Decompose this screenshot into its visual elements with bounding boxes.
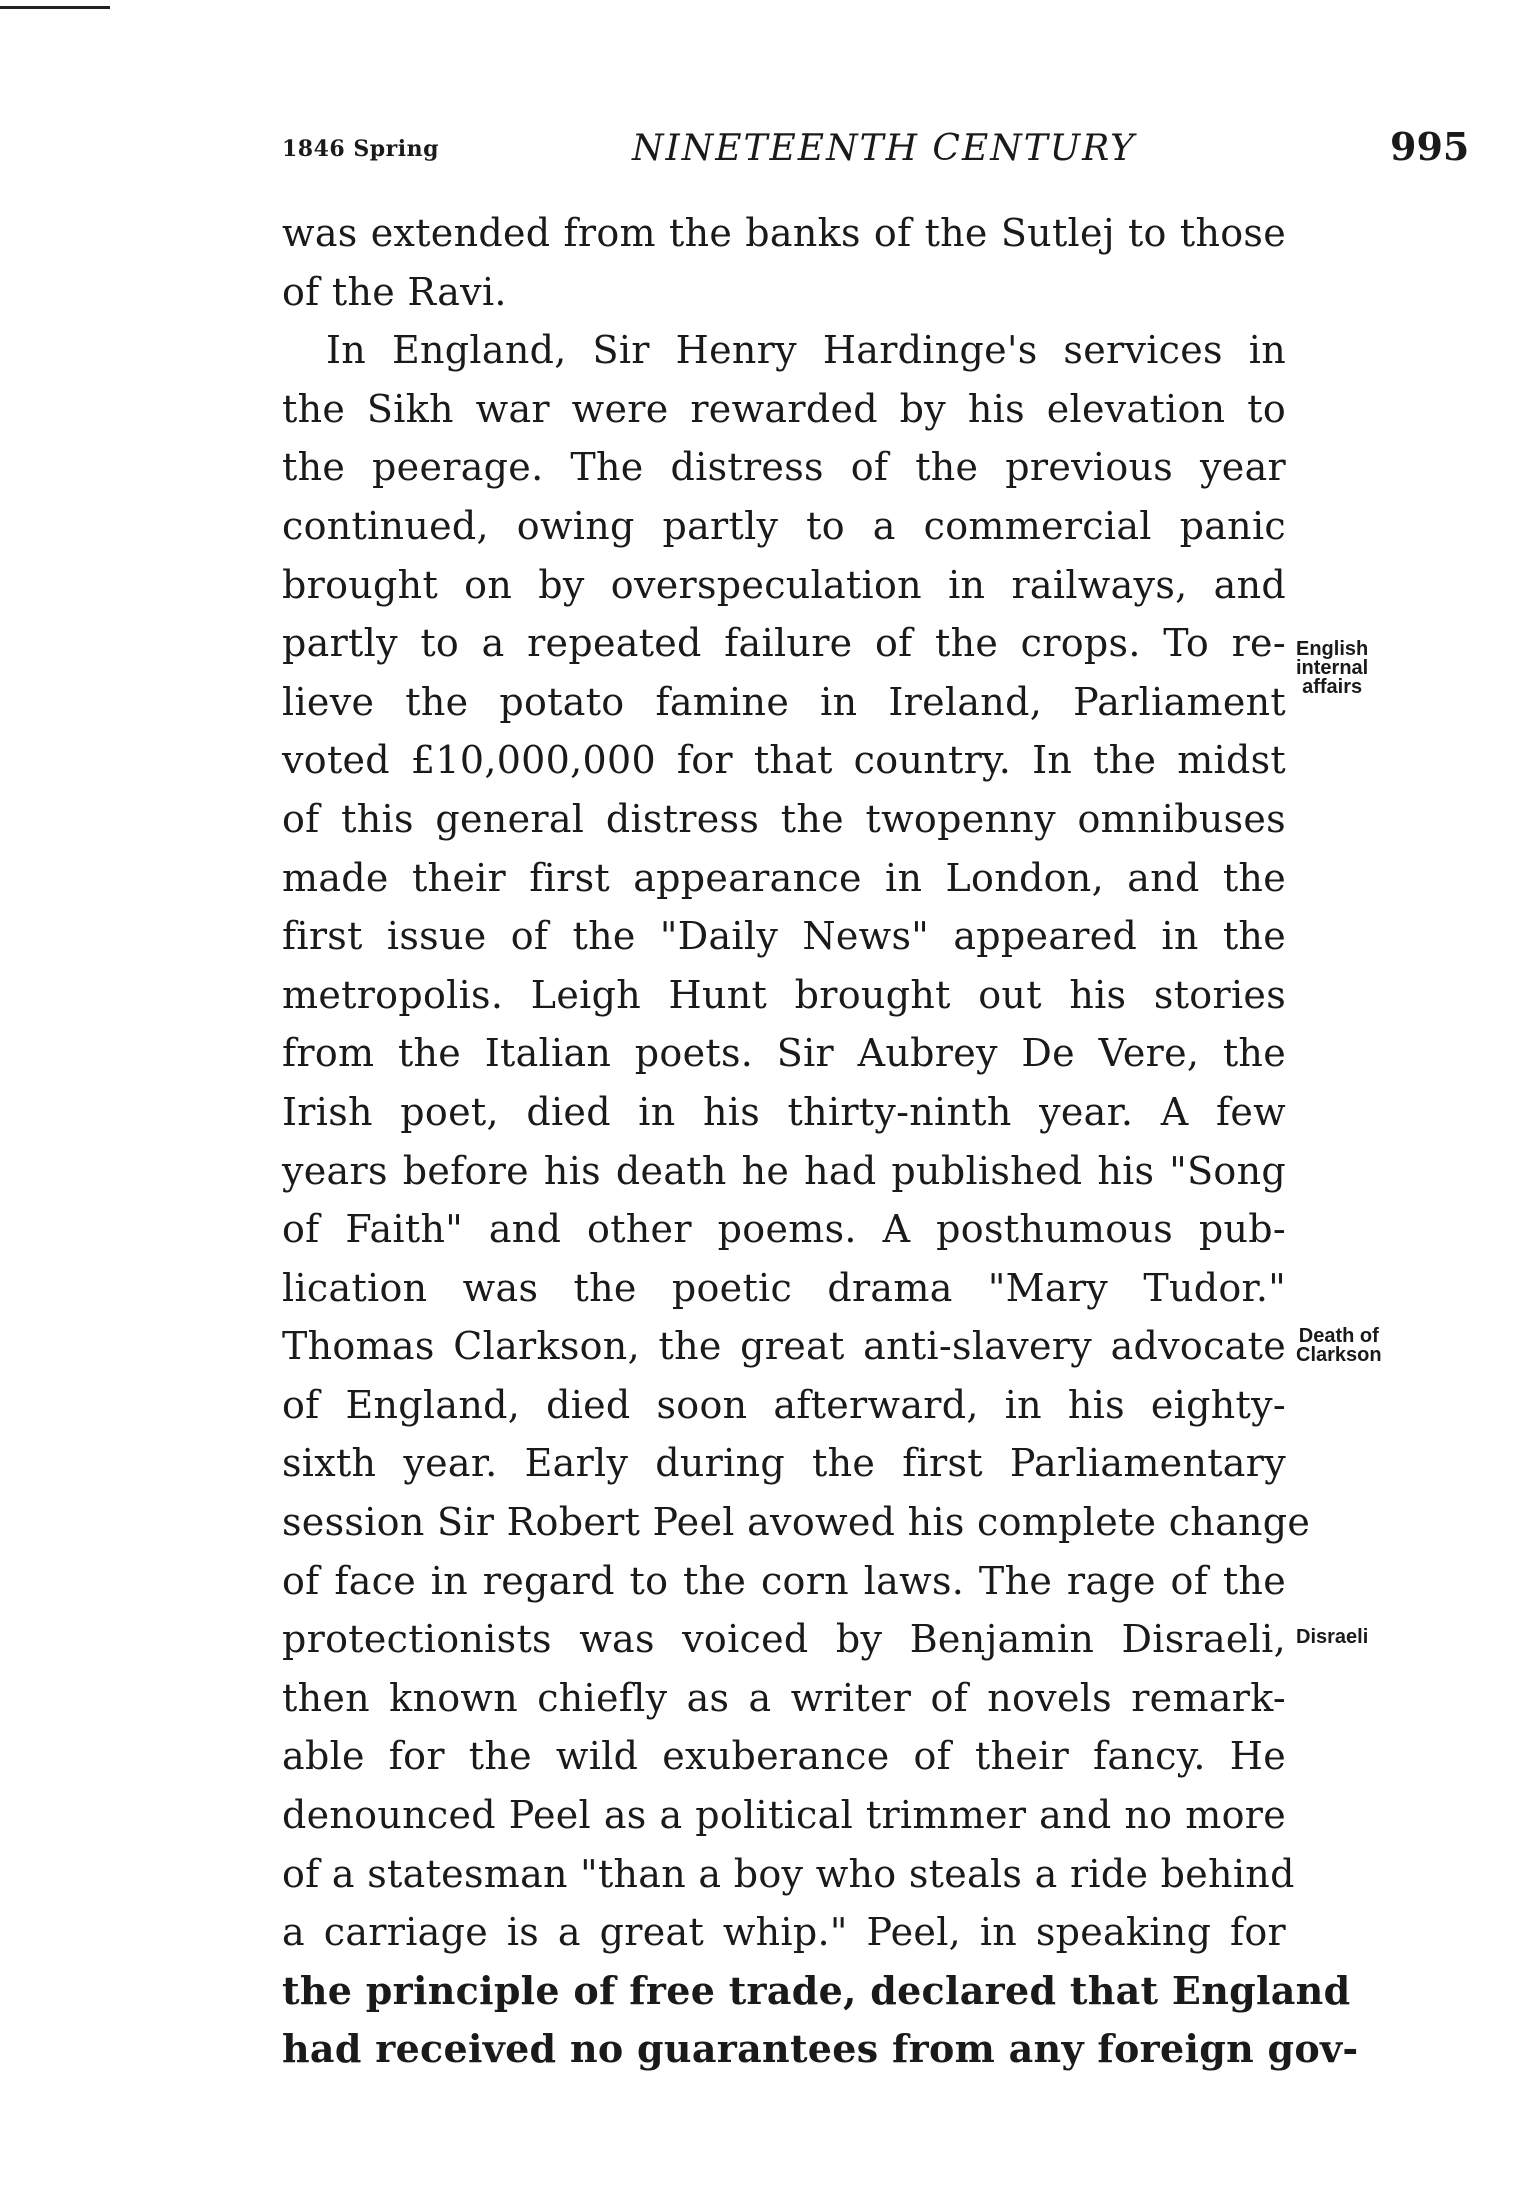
margin-note-disraeli: Disraeli [1296,1626,1369,1648]
text-line: of Faith" and other poems. A posthumous pub- [282,1207,1286,1252]
text-line: first issue of the "Daily News" appeared in the [282,914,1286,959]
page-number: 995 [1390,124,1470,169]
margin-note-line: English [1296,638,1369,660]
text-line: of England, died soon afterward, in his eighty- [282,1382,1286,1427]
text-line: protectionists was voiced by Benjamin Disraeli, [282,1617,1286,1662]
margin-note-line: internal [1296,657,1369,679]
text-line: sixth year. Early during the first Parliamentary [282,1441,1286,1486]
text-line: the peerage. The distress of the previous year [282,445,1286,490]
text-line: was extended from the banks of the Sutlej to those [282,211,1286,255]
top-rule [0,6,110,9]
text-line: Irish poet, died in his thirty-ninth year. A few [282,1089,1286,1134]
text-line: denounced Peel as a political trimmer and no more [282,1793,1286,1838]
margin-note-death-of-clarkson [1296,1327,1382,1365]
text-line: metropolis. Leigh Hunt brought out his stories [282,972,1286,1017]
text-line: years before his death he had published his "Song [282,1148,1286,1193]
text-line: lieve the potato famine in Ireland, Parliament [282,679,1286,724]
running-head-date: 1846 Spring [282,136,439,162]
text-line: from the Italian poets. Sir Aubrey De Vere, the [282,1031,1286,1076]
text-line: a carriage is a great whip." Peel, in speaking for [282,1910,1286,1955]
text-line: voted £10,000,000 for that country. In the midst [282,738,1286,783]
text-line: had received no guarantees from any foreign gov- [282,2026,1359,2072]
text-line: brought on by overspeculation in railways, and [282,562,1286,607]
text-line: session Sir Robert Peel avowed his complete change [282,1500,1311,1545]
margin-note-line: Death of [1298,1325,1379,1347]
margin-note-line: Clarkson [1296,1344,1382,1366]
text-line: lication was the poetic drama "Mary Tudor." [282,1265,1286,1310]
text-line: the principle of free trade, declared that England [282,1967,1351,2013]
running-head-title: NINETEENTH CENTURY [632,128,1136,169]
text-line: able for the wild exuberance of their fancy. He [282,1734,1286,1779]
margin-note-line: affairs [1302,676,1363,698]
text-line: Thomas Clarkson, the great anti-slavery advocate [282,1324,1286,1369]
text-line: the Sikh war were rewarded by his elevation to [282,386,1286,431]
text-line: partly to a repeated failure of the crops. To re- [282,621,1286,666]
text-line: of this general distress the twopenny omnibuses [282,796,1286,841]
text-line: continued, owing partly to a commercial panic [282,503,1286,548]
text-line: of the Ravi. [282,269,507,314]
text-line: then known chiefly as a writer of novels remark- [282,1675,1286,1720]
text-line: In England, Sir Henry Hardinge's services in [326,328,1286,373]
text-line: of a statesman "than a boy who steals a ride behind [282,1851,1295,1896]
text-line: of face in regard to the corn laws. The rage of the [282,1558,1286,1603]
margin-note-english-internal-affairs [1296,640,1368,697]
text-line: made their first appearance in London, and the [282,855,1286,900]
